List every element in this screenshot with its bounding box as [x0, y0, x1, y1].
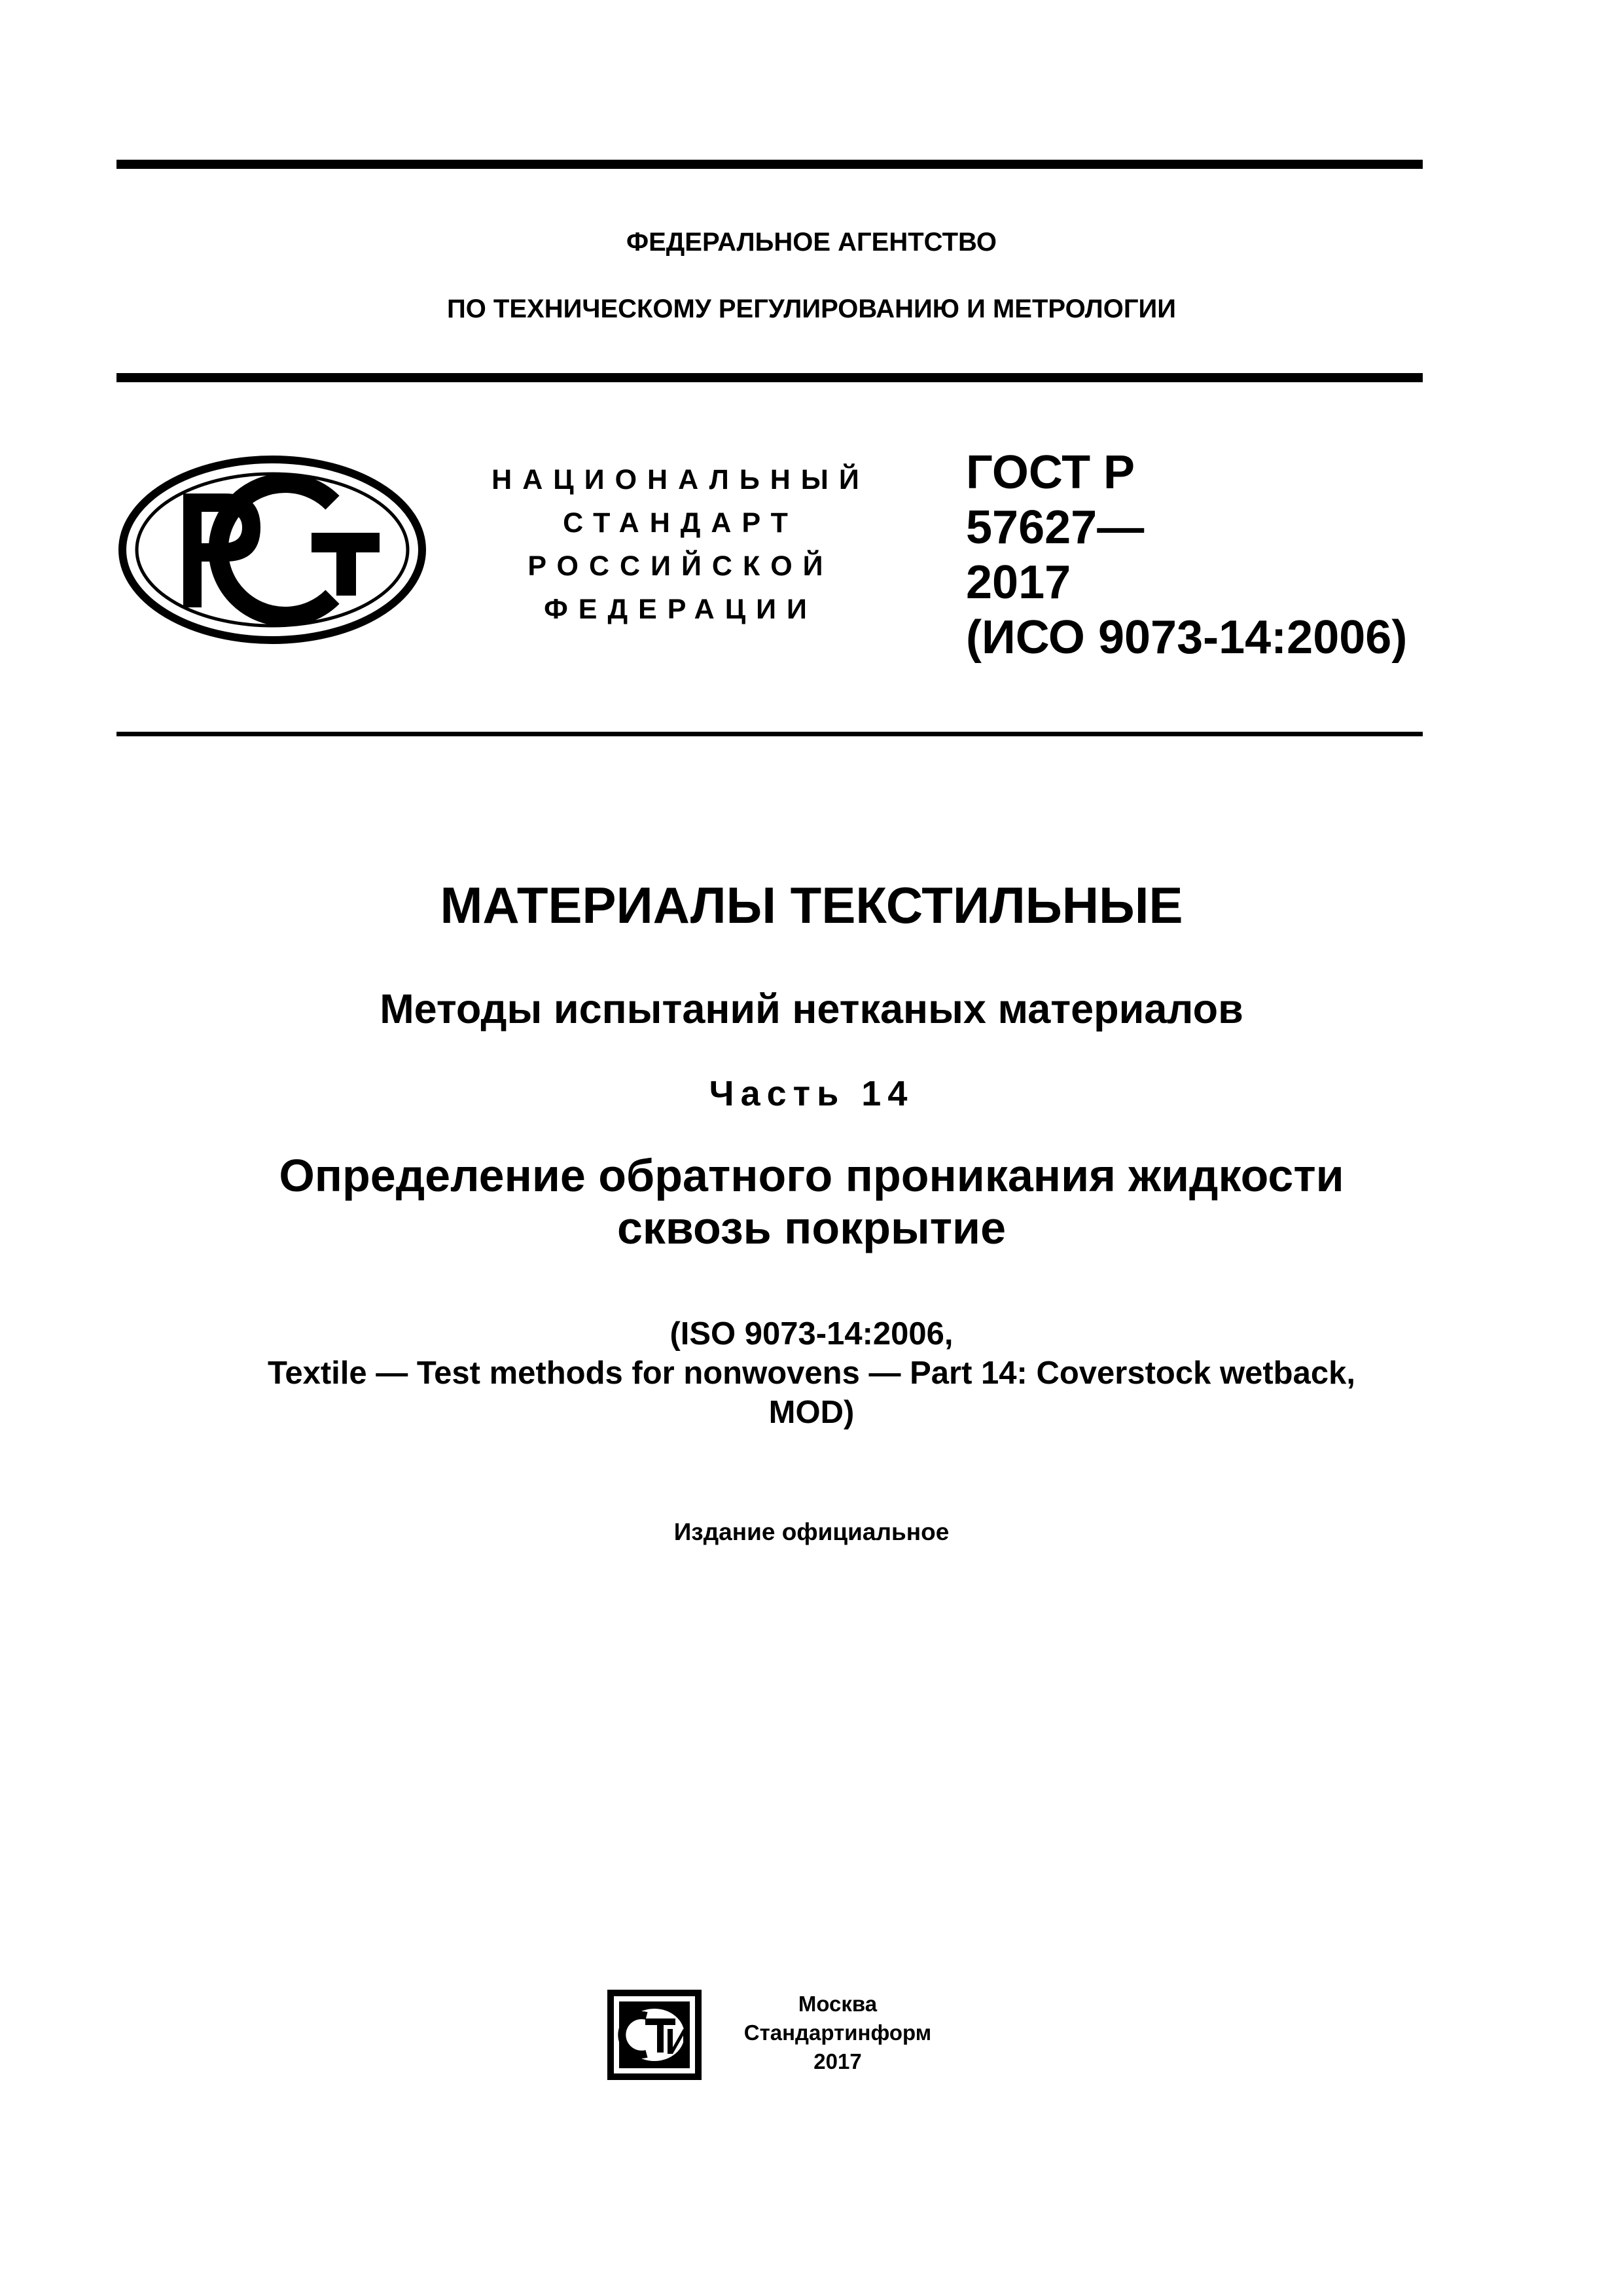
iso-reference-line-1: (ISO 9073-14:2006, — [669, 1316, 954, 1352]
agency-line-1: ФЕДЕРАЛЬНОЕ АГЕНТСТВО — [626, 228, 997, 257]
publisher-city: Москва — [798, 1992, 878, 2016]
designation-rule — [116, 732, 1423, 736]
part-title-line-1: Определение обратного проникания жидкости — [279, 1150, 1344, 1201]
national-standard-label — [458, 458, 903, 631]
designation-line-1: ГОСТ Р — [966, 446, 1135, 499]
top-rule — [116, 160, 1423, 169]
national-standard-line: СТАНДАРТ — [563, 507, 798, 539]
designation-line-2: 57627— — [966, 501, 1145, 554]
standartinform-logo-text: СТИ — [653, 2077, 656, 2078]
header-rule — [116, 373, 1423, 382]
iso-reference-line-3: MOD) — [768, 1395, 855, 1430]
designation-line-3: 2017 — [966, 556, 1071, 609]
national-standard-line: НАЦИОНАЛЬНЫЙ — [491, 464, 870, 495]
iso-reference-line-2: Textile — Test methods for nonwovens — Part 14: Coverstock wetback, — [268, 1355, 1355, 1391]
publisher-year: 2017 — [813, 2049, 862, 2073]
rst-mark-icon — [115, 452, 429, 648]
edition-label: Издание официальное — [673, 1518, 950, 1545]
standard-designation — [966, 445, 1407, 665]
publisher-name: Стандартинформ — [743, 2020, 932, 2045]
publisher-info — [720, 1990, 955, 2076]
agency-line-2: ПО ТЕХНИЧЕСКОМУ РЕГУЛИРОВАНИЮ И МЕТРОЛОГИИ — [446, 295, 1177, 323]
designation-line-4: (ИСО 9073-14:2006) — [966, 611, 1408, 664]
main-title: МАТЕРИАЛЫ ТЕКСТИЛЬНЫЕ — [440, 876, 1183, 934]
standartinform-logo-icon — [607, 1990, 702, 2080]
part-number: Часть 14 — [709, 1074, 914, 1113]
part-title-line-2: сквозь покрытие — [616, 1202, 1007, 1253]
subtitle: Методы испытаний нетканых материалов — [380, 986, 1243, 1032]
national-standard-line: РОССИЙСКОЙ — [527, 550, 834, 582]
national-standard-line: ФЕДЕРАЦИИ — [544, 594, 817, 625]
